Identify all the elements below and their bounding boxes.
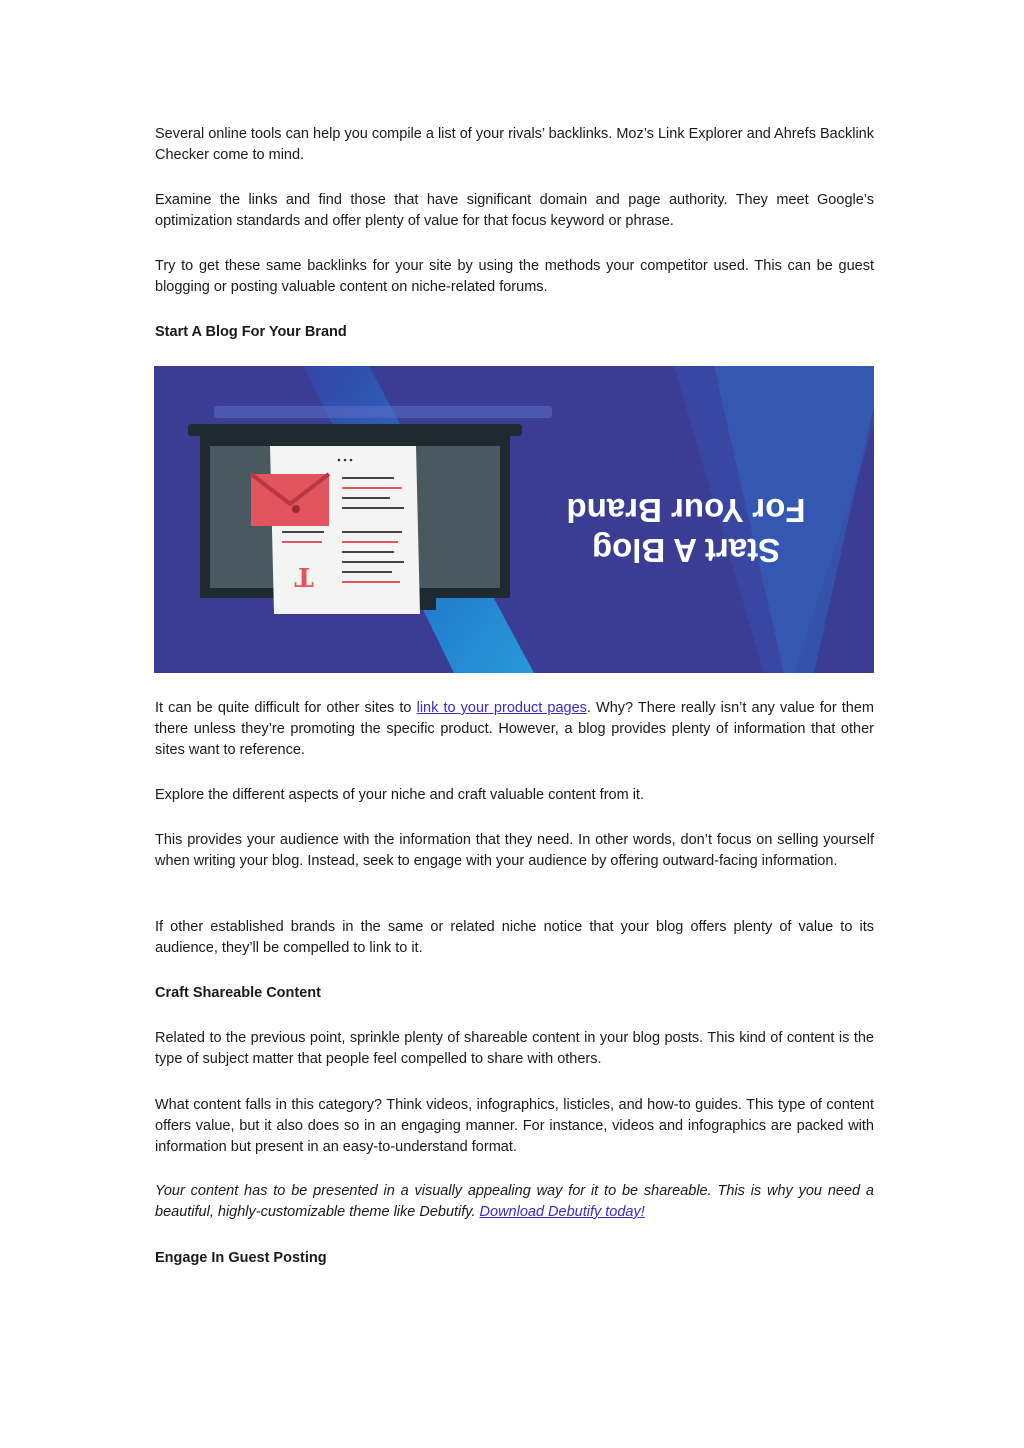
heading-engage-in-guest-posting: Engage In Guest Posting: [155, 1250, 327, 1266]
paragraph-text: [155, 698, 874, 761]
paragraph: [155, 830, 874, 872]
paragraph: [155, 124, 874, 166]
text-run: Your content has to be presented in a visually appealing way for it to be shareable. This is why you need a beautiful, highly-customizable theme like Debutify.: [155, 1183, 874, 1220]
paragraph-text: Try to get these same backlinks for your site by using the methods your competitor used. This can be guest blogging or posting valuable content on niche-related forums.: [155, 258, 874, 295]
paragraph-text: [155, 1181, 874, 1223]
section-heading: [155, 1248, 874, 1269]
paragraph-text: This provides your audience with the information that they need. In other words, don’t focus on selling yourself when writing your blog. Instead, seek to engage with your audience by offering outward-facing information.: [155, 832, 874, 869]
paragraph: [155, 256, 874, 298]
paragraph-text: If other established brands in the same or related niche notice that your blog offers plenty of value to its audience, they’ll be compelled to link to it.: [155, 919, 874, 956]
document-page-icon: [270, 446, 420, 614]
download-debutify-link[interactable]: Download Debutify today!: [479, 1204, 645, 1220]
banner-illustration: [154, 366, 874, 673]
paragraph-text: Examine the links and find those that have significant domain and page authority. They meet Google’s optimization standards and offer plenty of value for that focus keyword or phrase.: [155, 192, 874, 229]
banner-title-line1: Start A Blog: [591, 532, 781, 569]
banner-title-line2: For Your Brand: [566, 492, 806, 529]
paragraph: [155, 190, 874, 232]
section-heading: [155, 322, 874, 343]
laptop-shadow: [214, 406, 552, 418]
paragraph-text: Related to the previous point, sprinkle plenty of shareable content in your blog posts. This kind of content is the type of subject matter that people feel compelled to share with others.: [155, 1030, 874, 1067]
text-run: . Why? There really isn’t any value for them there unless they’re promoting the specific product. However, a blog provides plenty of information that other sites want to reference.: [155, 700, 874, 758]
paragraph-text: Explore the different aspects of your niche and craft valuable content from it.: [155, 787, 644, 803]
paragraph: [155, 1028, 874, 1070]
paragraph-text: Several online tools can help you compile a list of your rivals’ backlinks. Moz’s Link Explorer and Ahrefs Backlink Checker come to mind.: [155, 126, 874, 163]
section-heading: [155, 983, 874, 1004]
paragraph: [155, 785, 874, 806]
paragraph: [155, 917, 874, 959]
laptop-top-bar: [188, 424, 522, 436]
product-pages-link[interactable]: link to your product pages: [416, 700, 587, 716]
heading-start-a-blog: Start A Blog For Your Brand: [155, 324, 347, 340]
paragraph: [155, 1181, 874, 1223]
text-run: It can be quite difficult for other sites to: [155, 700, 417, 716]
blog-banner-image: [154, 366, 874, 673]
logo-letter: T: [294, 561, 314, 591]
paragraph: [155, 698, 874, 761]
paragraph-text: What content falls in this category? Think videos, infographics, listicles, and how-to guides. This type of content offers value, but it also does so in an engaging manner. For instance, videos and infographics are packed with information but present in an easy-to-understand format.: [155, 1097, 874, 1155]
paragraph: [155, 1095, 874, 1158]
heading-craft-shareable-content: Craft Shareable Content: [155, 985, 321, 1001]
